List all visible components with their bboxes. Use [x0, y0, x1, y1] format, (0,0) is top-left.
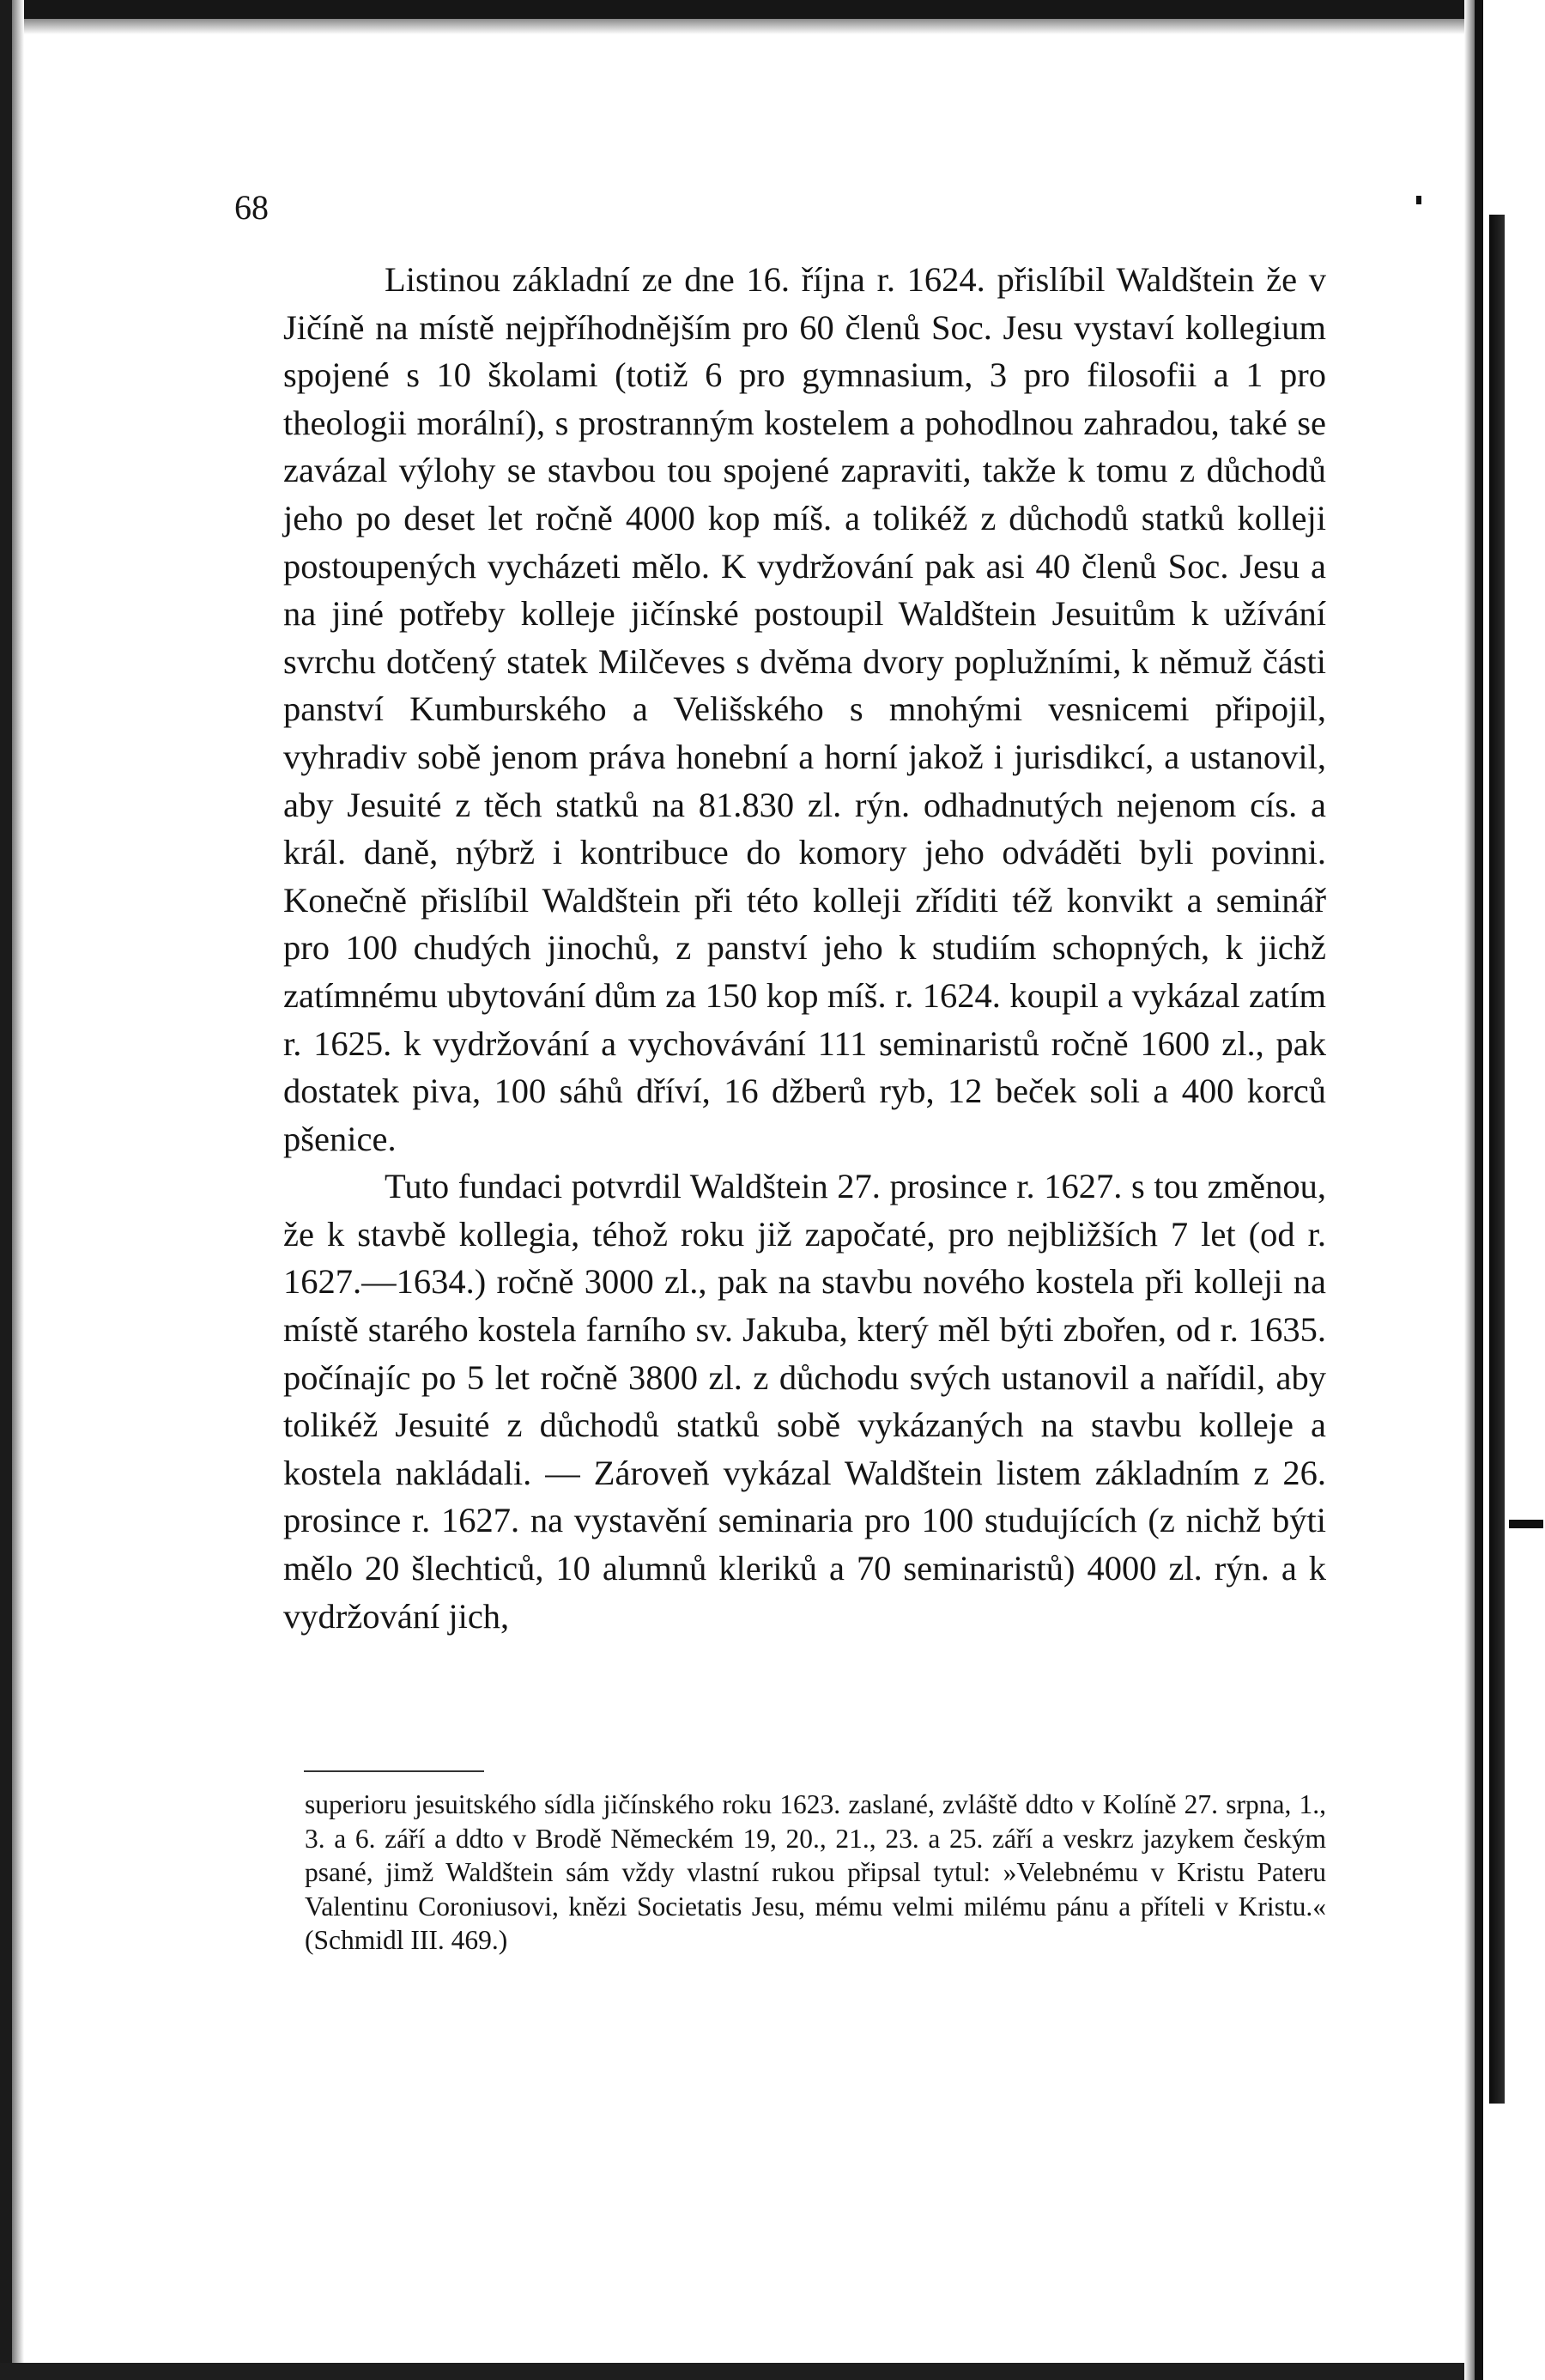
- scan-speck: [1416, 196, 1421, 204]
- footnote-separator: [304, 1770, 484, 1772]
- gutter-shadow: [1464, 0, 1475, 2380]
- page-number: 68: [234, 188, 269, 227]
- scan-edge-left-shadow: [12, 0, 24, 2380]
- footnote: [305, 1788, 1326, 1958]
- paragraph-2: Tuto fundaci potvrdil Waldštein 27. prosince r. 1627. s tou změnou, že k stavbě kollegia, téhož roku již započaté, pro nejbližších 7 let (od r. 1627.—1634.) ročně 3000 zl., pak na stavbu nového kostela při kolleji na místě starého kostela farního sv. Jakuba, který měl býti zbořen, od r. 1635. počínajíc po 5 let ročně 3800 zl. z důchodu svých ustanovil a nařídil, aby tolikéž Jesuité z důchodů statků sobě vykázaných na stavbu kolleje a kostela nakládali. — Zároveň vykázal Waldštein listem základním z 26. prosince r. 1627. na vystavění seminaria pro 100 studujících (z nichž býti mělo 20 šlechticů, 10 alumnů kleriků a 70 seminaristů) 4000 zl. rýn. a k vydržování jich,: [283, 1167, 1326, 1636]
- facing-page-mark: [1509, 1520, 1543, 1528]
- book-gutter: [1475, 0, 1545, 2380]
- paragraph-1: Listinou základní ze dne 16. října r. 1624. přislíbil Waldštein že v Jičíně na místě nejpříhodnějším pro 60 členů Soc. Jesu vystaví kollegium spojené s 10 školami (totiž 6 pro gymnasium, 3 pro filosofii a 1 pro theologii morální), s prostranným kostelem a pohodlnou zahradou, také se zavázal výlohy se stavbou tou spojené zapraviti, takže k tomu z důchodů jeho po deset let ročně 4000 kop míš. a tolikéž z důchodů statků kolleji postoupených vycházeti mělo. K vydržování pak asi 40 členů Soc. Jesu a na jiné potřeby kolleje jičínské postoupil Waldštein Jesuitům k užívání svrchu dotčený statek Milčeves s dvěma dvory poplužními, k němuž části panství Kumburského a Velišského s mnohými vesnicemi připojil, vyhradiv sobě jenom práva honební a horní jakož i jurisdikcí, a ustanovil, aby Jesuité z těch statků na 81.830 zl. rýn. odhadnutých nejenom cís. a král. daně, nýbrž i kontribuce do komory jeho odváděti byli povinni. Konečně přislíbil Waldštein při této kolleji zříditi též konvikt a seminář pro 100 chudých jinochů, z panství jeho k studiím schopných, k jichž zatímnému ubytování dům za 150 kop míš. r. 1624. koupil a vykázal zatím r. 1625. k vydržování a vychovávání 111 seminaristů ročně 1600 zl., pak dostatek piva, 100 sáhů dříví, 16 džberů ryb, 12 beček soli a 400 korců pšenice.: [283, 260, 1326, 1158]
- gutter-edge: [1475, 0, 1483, 2380]
- scan-edge-top-shadow: [0, 19, 1545, 34]
- footnote-text: superioru jesuitského sídla jičínského roku 1623. zaslané, zvláště ddto v Kolíně 27. srpna, 1., 3. a 6. září a ddto v Brodě Německém 19, 20., 21., 23. a 25. září a veskrz jazykem českým psané, jimž Waldštein sám vždy vlastní rukou připsal tytul: »Velebnému v Kristu Pateru Valentinu Coroniusovi, knězi Societatis Jesu, mému velmi milému pánu a příteli v Kristu.« (Schmidl III. 469.): [305, 1789, 1326, 1956]
- facing-page-edge: [1489, 215, 1505, 2104]
- scan-edge-bottom: [0, 2363, 1545, 2380]
- scan-edge-left: [0, 0, 12, 2380]
- main-text: [283, 256, 1326, 1640]
- scan-edge-top: [0, 0, 1545, 19]
